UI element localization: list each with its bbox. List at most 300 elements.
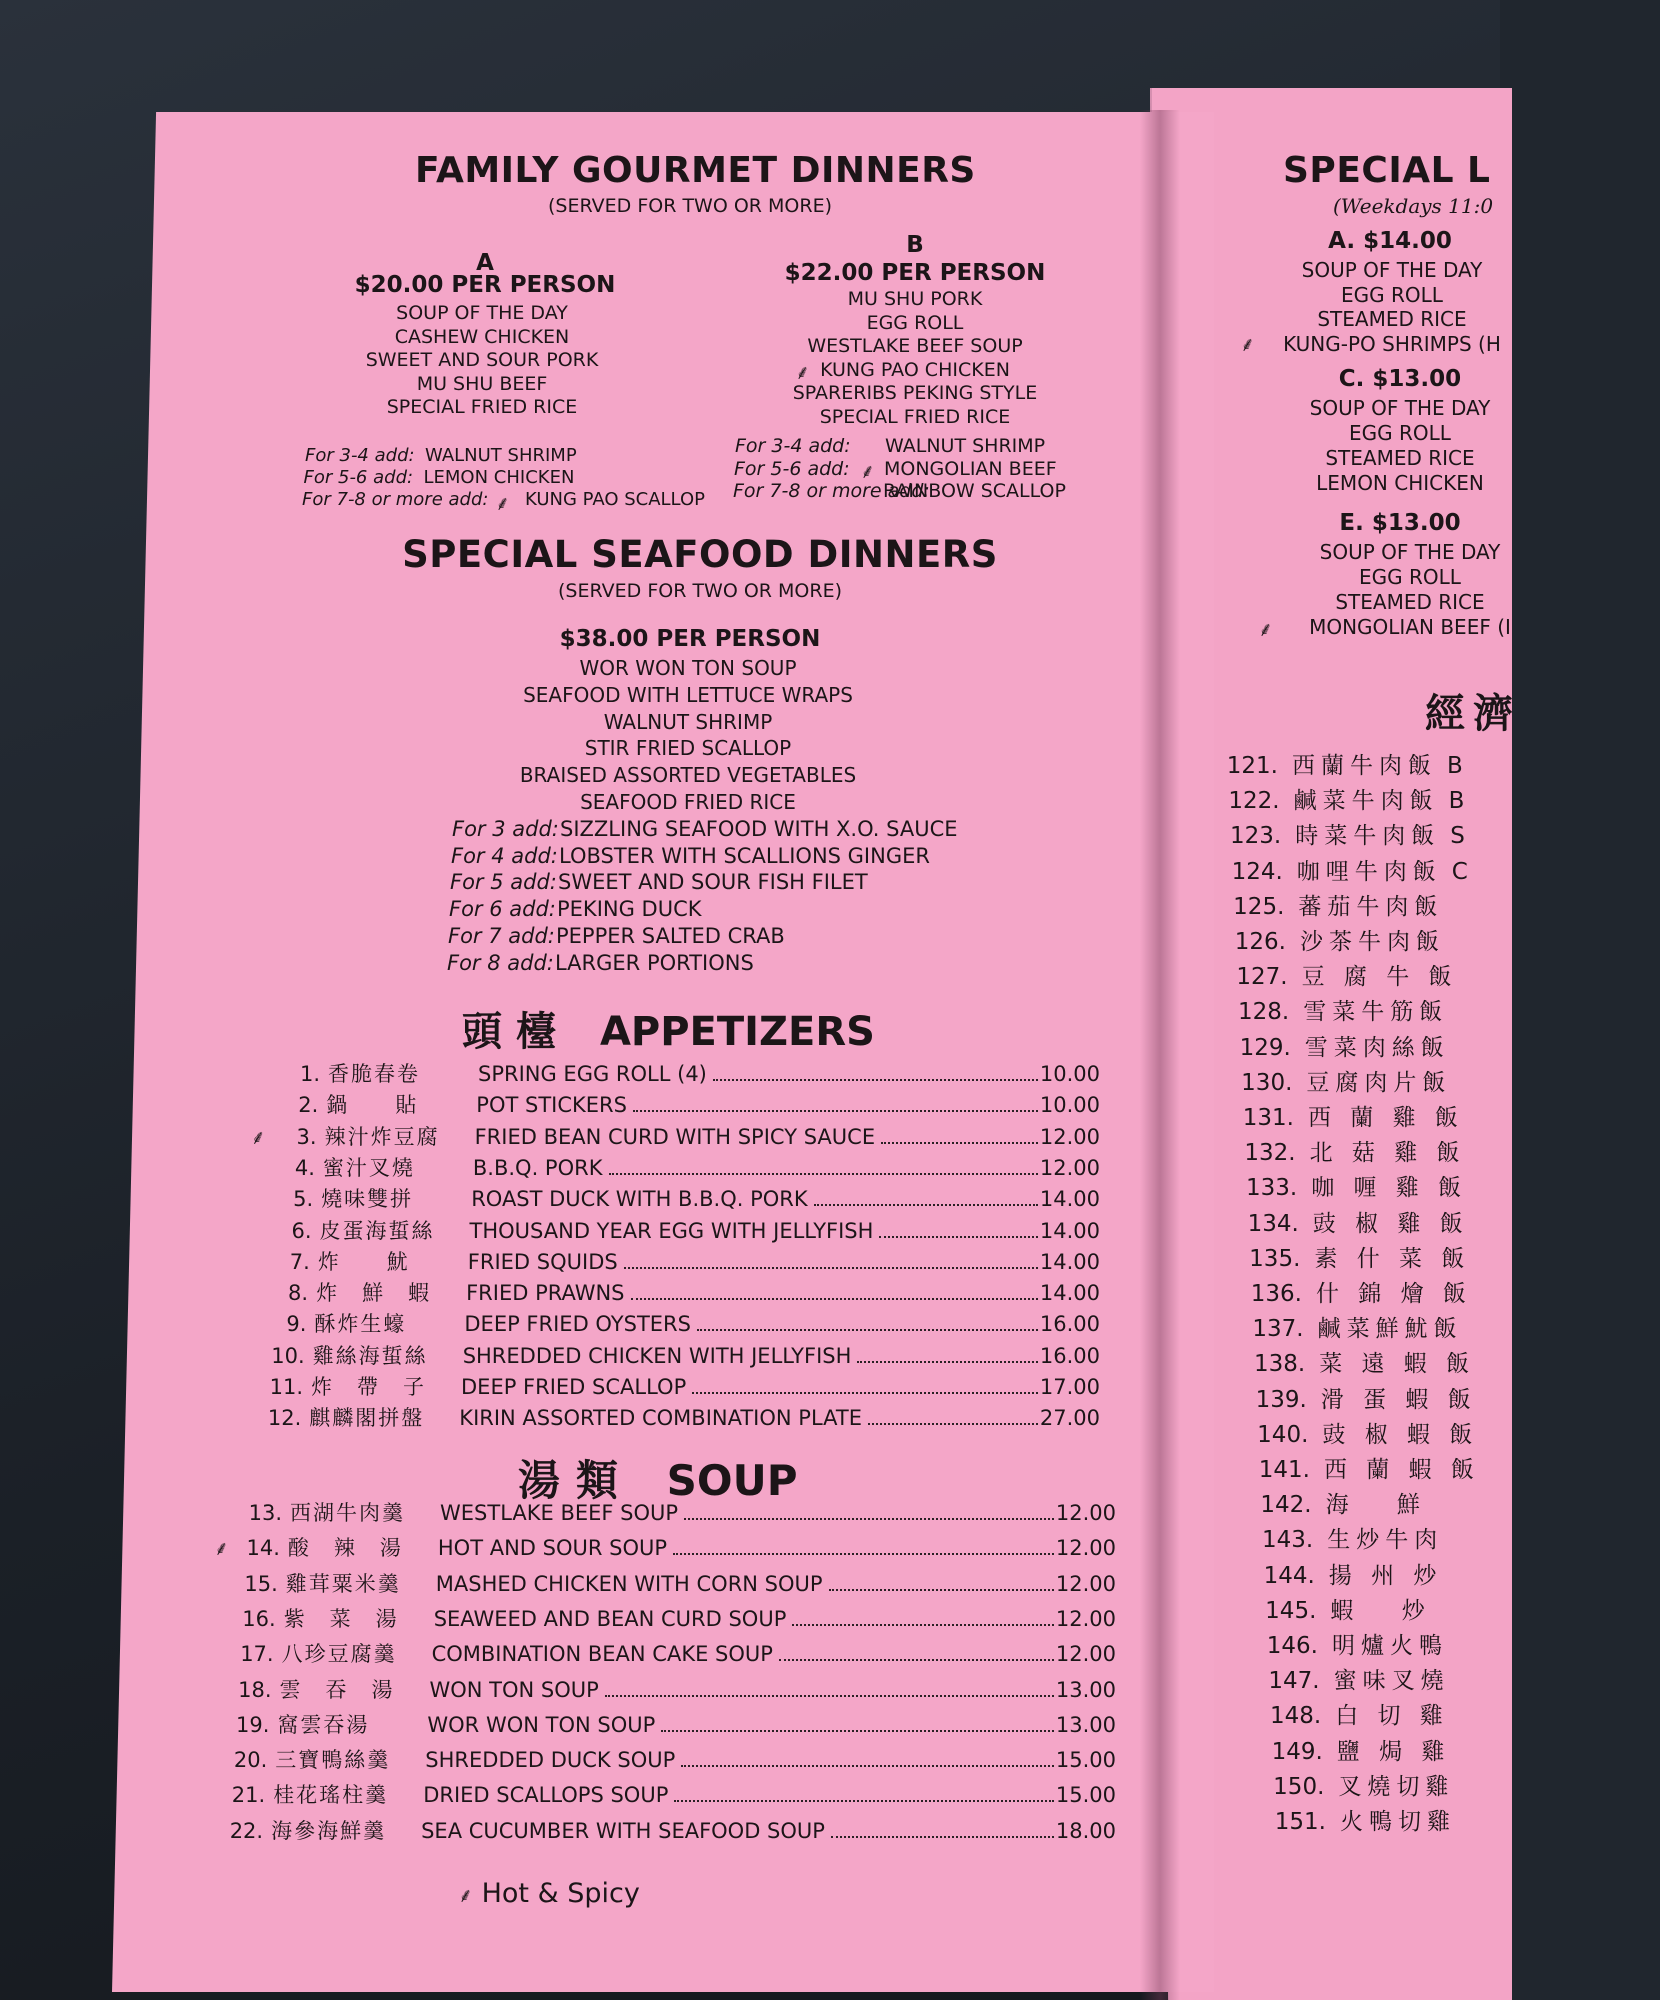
rice-name-zh: 蜜味叉燒 <box>1333 1668 1450 1695</box>
rice-name-zh: 西 蘭 雞 飯 <box>1308 1105 1464 1131</box>
rice-name-zh: 蕃茄牛肉飯 <box>1298 893 1444 920</box>
rice-row <box>1236 1592 1440 1625</box>
right-e-item: EGG ROLL <box>1359 565 1461 589</box>
appetizer-leader-dots <box>624 1267 1038 1269</box>
appetizer-price: 12.00 <box>1039 1124 1100 1149</box>
soup-price: 12.00 <box>1055 1642 1116 1667</box>
appetizer-number: 8. <box>288 1281 309 1306</box>
rice-name-zh: 雪菜牛筋飯 <box>1303 999 1449 1026</box>
soup-row <box>218 1532 1116 1562</box>
rice-name-zh: 北 菇 雞 飯 <box>1309 1140 1466 1167</box>
seafood-add-item: LOBSTER WITH SCALLIONS GINGER <box>559 843 930 868</box>
appetizer-leader-dots <box>609 1173 1038 1175</box>
soup-number: 18. <box>238 1677 272 1702</box>
chili-pepper-icon: ⸙ <box>458 1883 473 1907</box>
rice-name-zh: 咖哩牛肉飯 <box>1296 858 1442 885</box>
family-a-price: $20.00 PER PERSON <box>354 272 616 298</box>
appetizer-name-zh: 香脆春卷 <box>328 1062 420 1086</box>
right-c-item: EGG ROLL <box>1349 421 1451 445</box>
soup-name-en: MASHED CHICKEN WITH CORN SOUP <box>435 1571 823 1596</box>
rice-row <box>1204 888 1453 921</box>
soup-name-en: WESTLAKE BEEF SOUP <box>440 1501 679 1525</box>
seafood-dinners-title: SPECIAL SEAFOOD DINNERS <box>402 533 998 576</box>
appetizer-name-en: KIRIN ASSORTED COMBINATION PLATE <box>459 1406 862 1431</box>
rice-number: 124. <box>1231 858 1283 885</box>
soup-name-zh: 雞茸粟米羹 <box>285 1571 401 1596</box>
soup-number: 14. <box>246 1536 280 1561</box>
chili-pepper-icon: ⸙ <box>495 491 510 515</box>
appetizer-row <box>250 1215 1101 1245</box>
rice-row <box>1208 958 1468 991</box>
appetizer-number: 12. <box>267 1406 302 1431</box>
rice-row <box>1224 1310 1473 1343</box>
soup-price: 18.00 <box>1055 1818 1116 1843</box>
appetizer-row <box>256 1089 1100 1119</box>
appetizer-price: 12.00 <box>1039 1155 1100 1180</box>
rice-row <box>1232 1486 1436 1519</box>
appetizer-row <box>251 1183 1100 1213</box>
appetizer-name-zh: 炸 鮮 蝦 <box>316 1281 432 1306</box>
soup-row <box>212 1638 1116 1668</box>
appetizers-title-en: APPETIZERS <box>599 1009 875 1055</box>
rice-name-zh: 生炒牛肉 <box>1327 1527 1444 1554</box>
right-c-item: STEAMED RICE <box>1325 446 1475 470</box>
soup-number: 17. <box>240 1642 274 1667</box>
right-c-price: C. $13.00 <box>1338 366 1462 392</box>
soup-number: 21. <box>231 1783 266 1808</box>
appetizer-leader-dots <box>697 1329 1038 1331</box>
seafood-add-label: For 4 add: <box>451 843 558 868</box>
rice-row <box>1219 1205 1479 1238</box>
rice-number: 150. <box>1273 1773 1325 1800</box>
rice-row <box>1240 1662 1460 1695</box>
right-e-item: SOUP OF THE DAY <box>1319 540 1501 564</box>
appetizer-row <box>243 1340 1100 1370</box>
rice-name-en: C <box>1451 858 1468 885</box>
family-a-add-label: For 7-8 or more add: <box>302 489 489 510</box>
soup-leader-dots <box>792 1624 1053 1626</box>
appetizer-name-zh: 皮蛋海蜇絲 <box>319 1218 435 1243</box>
soup-row <box>214 1603 1116 1633</box>
soup-name-zh: 八珍豆腐羹 <box>281 1642 397 1667</box>
seafood-add-item: LARGER PORTIONS <box>555 950 754 975</box>
appetizer-price: 27.00 <box>1039 1406 1100 1431</box>
soup-price: 12.00 <box>1055 1606 1116 1631</box>
appetizer-name-zh: 炸 魷 <box>317 1249 410 1274</box>
appetizer-row <box>241 1371 1100 1401</box>
rice-number: 123. <box>1229 823 1282 850</box>
soup-leader-dots <box>831 1836 1054 1838</box>
rice-number: 130. <box>1241 1069 1293 1096</box>
rice-name-zh: 豉 椒 雞 飯 <box>1312 1210 1469 1237</box>
spicy-legend <box>458 1878 640 1909</box>
rice-name-zh: 滑 蛋 蝦 飯 <box>1320 1386 1477 1413</box>
family-dinners-subtitle: (SERVED FOR TWO OR MORE) <box>548 195 832 217</box>
soup-name-zh: 雲 吞 湯 <box>279 1677 395 1702</box>
appetizers-title-zh: 頭檯 <box>462 1008 570 1055</box>
seafood-dinners-subtitle: (SERVED FOR TWO OR MORE) <box>558 580 842 602</box>
seafood-add-item: PEPPER SALTED CRAB <box>556 923 785 948</box>
soup-row <box>216 1568 1116 1598</box>
soup-number: 13. <box>248 1501 282 1525</box>
rice-name-zh: 豆腐肉片飯 <box>1306 1069 1452 1096</box>
family-b-add-item: RAINBOW SCALLOP <box>883 480 1066 502</box>
soup-leader-dots <box>661 1730 1054 1732</box>
rice-name-en: B <box>1448 788 1465 815</box>
appetizer-leader-dots <box>879 1236 1037 1238</box>
soup-price: 15.00 <box>1055 1783 1116 1808</box>
rice-number: 139. <box>1255 1386 1307 1413</box>
family-b-add-item: MONGOLIAN BEEF <box>884 457 1057 480</box>
family-a-add-label: For 3-4 add: <box>305 445 415 466</box>
right-section-zh: 經濟 <box>1425 690 1521 737</box>
right-a-price: A. $14.00 <box>1328 228 1452 254</box>
soup-row <box>201 1815 1116 1845</box>
family-dinners-title: FAMILY GOURMET DINNERS <box>415 150 976 191</box>
family-b-item: MU SHU PORK <box>847 288 983 310</box>
rice-number: 149. <box>1271 1738 1323 1765</box>
rice-row <box>1206 923 1455 956</box>
family-b-letter: B <box>906 232 924 258</box>
family-a-add-item: KUNG PAO SCALLOP <box>525 489 705 510</box>
rice-row <box>1233 1521 1453 1554</box>
right-c-item: LEMON CHICKEN <box>1316 471 1484 495</box>
rice-number: 142. <box>1260 1492 1312 1519</box>
appetizer-number: 9. <box>286 1312 307 1337</box>
right-title: SPECIAL L <box>1283 150 1491 191</box>
rice-number: 132. <box>1244 1140 1296 1167</box>
rice-number: 136. <box>1250 1281 1302 1307</box>
soup-price: 13.00 <box>1055 1712 1116 1737</box>
appetizer-number: 2. <box>298 1093 319 1118</box>
family-a-item: SPECIAL FRIED RICE <box>386 396 578 418</box>
rice-row <box>1198 747 1463 780</box>
rice-row <box>1214 1099 1474 1132</box>
right-e-item: MONGOLIAN BEEF (I <box>1309 615 1511 639</box>
appetizer-number: 11. <box>269 1375 303 1399</box>
soup-number: 16. <box>242 1606 276 1631</box>
soup-number: 15. <box>244 1571 278 1596</box>
seafood-add-item: SIZZLING SEAFOOD WITH X.O. SAUCE <box>560 817 958 841</box>
rice-row <box>1212 1064 1461 1097</box>
appetizer-leader-dots <box>692 1392 1038 1394</box>
rice-number: 140. <box>1257 1421 1309 1448</box>
family-b-item: EGG ROLL <box>866 311 964 334</box>
rice-name-zh: 什 錦 燴 飯 <box>1316 1281 1472 1307</box>
soup-name-en: HOT AND SOUR SOUP <box>437 1536 668 1561</box>
appetizer-name-zh: 鍋 貼 <box>326 1093 419 1118</box>
rice-name-zh: 豉 椒 蝦 飯 <box>1322 1421 1479 1448</box>
rice-number: 148. <box>1269 1703 1322 1730</box>
rice-number: 133. <box>1245 1175 1298 1202</box>
rice-row <box>1201 817 1465 850</box>
soup-number: 22. <box>229 1818 264 1843</box>
rice-name-en: S <box>1450 823 1465 850</box>
appetizer-leader-dots <box>713 1079 1038 1081</box>
rice-number: 147. <box>1268 1668 1320 1695</box>
soup-name-zh: 窩雲吞湯 <box>277 1712 370 1737</box>
rice-row <box>1235 1557 1453 1590</box>
family-a-item: SWEET AND SOUR PORK <box>365 349 599 371</box>
soup-leader-dots <box>605 1695 1054 1697</box>
soup-leader-dots <box>829 1589 1054 1591</box>
rice-number: 143. <box>1261 1527 1314 1554</box>
rice-row <box>1200 782 1465 815</box>
appetizer-name-zh: 酥炸生蠔 <box>314 1312 407 1337</box>
appetizer-price: 17.00 <box>1039 1375 1100 1399</box>
seafood-item: SEAFOOD WITH LETTUCE WRAPS <box>523 682 853 707</box>
seafood-item: WALNUT SHRIMP <box>603 709 773 734</box>
rice-number: 141. <box>1258 1457 1310 1483</box>
appetizer-price: 14.00 <box>1039 1187 1100 1212</box>
appetizer-price: 14.00 <box>1039 1249 1100 1274</box>
rice-name-zh: 沙茶牛肉飯 <box>1300 929 1445 955</box>
family-a-item: SOUP OF THE DAY <box>396 302 568 324</box>
rice-row <box>1244 1768 1464 1801</box>
appetizer-number: 10. <box>271 1343 305 1368</box>
rice-number: 127. <box>1236 964 1288 991</box>
appetizer-row <box>258 1058 1100 1088</box>
rice-number: 125. <box>1233 893 1285 920</box>
soup-name-zh: 西湖牛肉羹 <box>290 1501 405 1525</box>
appetizer-leader-dots <box>857 1361 1037 1363</box>
family-b-add-label: For 7-8 or more add: <box>733 480 930 502</box>
soup-name-en: WON TON SOUP <box>429 1677 599 1702</box>
soup-leader-dots <box>684 1518 1054 1520</box>
rice-name-zh: 火鴨切雞 <box>1340 1809 1456 1835</box>
family-b-add-label: For 3-4 add: <box>735 435 851 457</box>
rice-name-zh: 素 什 菜 飯 <box>1314 1245 1471 1272</box>
appetizers-heading <box>462 1000 875 1057</box>
appetizer-number: 3. <box>296 1124 317 1149</box>
seafood-add-item: PEKING DUCK <box>557 897 702 922</box>
rice-name-zh: 海 鮮 <box>1325 1492 1426 1519</box>
soup-price: 12.00 <box>1055 1501 1116 1525</box>
rice-name-zh: 明爐火鴨 <box>1332 1633 1448 1659</box>
family-b-item: WESTLAKE BEEF SOUP <box>807 335 1023 357</box>
soup-price: 12.00 <box>1055 1571 1116 1596</box>
soup-name-zh: 桂花瑤柱羹 <box>273 1783 389 1808</box>
rice-number: 122. <box>1228 788 1280 815</box>
appetizer-name-en: B.B.Q. PORK <box>472 1155 603 1180</box>
seafood-price: $38.00 PER PERSON <box>559 626 821 652</box>
family-b-item: KUNG PAO CHICKEN <box>820 358 1010 381</box>
appetizer-name-en: DEEP FRIED SCALLOP <box>461 1375 687 1399</box>
appetizer-leader-dots <box>631 1298 1038 1300</box>
appetizer-number: 7. <box>289 1249 310 1274</box>
rice-number: 129. <box>1239 1034 1291 1061</box>
rice-number: 121. <box>1226 753 1278 779</box>
family-b-add-item: WALNUT SHRIMP <box>885 435 1046 457</box>
soup-name-zh: 酸 辣 湯 <box>287 1536 403 1561</box>
seafood-item: SEAFOOD FRIED RICE <box>580 790 796 814</box>
appetizer-row <box>248 1246 1100 1276</box>
appetizer-leader-dots <box>881 1142 1038 1144</box>
rice-number: 146. <box>1266 1633 1318 1659</box>
soup-leader-dots <box>779 1659 1054 1661</box>
soup-name-zh: 海參海鮮羹 <box>271 1818 387 1843</box>
soup-number: 20. <box>233 1748 268 1773</box>
appetizer-name-en: FRIED PRAWNS <box>466 1281 625 1306</box>
chili-pepper-icon: ⸙ <box>250 1124 266 1149</box>
appetizer-row <box>244 1308 1100 1338</box>
rice-number: 145. <box>1265 1597 1317 1624</box>
family-a-add-item: WALNUT SHRIMP <box>425 445 577 466</box>
soup-name-en: WOR WON TON SOUP <box>427 1712 656 1737</box>
soup-leader-dots <box>674 1800 1054 1802</box>
appetizer-name-zh: 辣汁炸豆腐 <box>324 1124 440 1149</box>
seafood-add-item: SWEET AND SOUR FISH FILET <box>558 870 868 895</box>
appetizer-name-en: FRIED SQUIDS <box>467 1249 618 1274</box>
appetizer-name-zh: 炸 帶 子 <box>311 1375 426 1399</box>
family-b-item: SPARERIBS PEKING STYLE <box>792 382 1038 404</box>
rice-name-zh: 鹹菜牛肉飯 <box>1293 788 1439 815</box>
rice-number: 137. <box>1252 1316 1304 1343</box>
rice-number: 131. <box>1242 1105 1294 1131</box>
seafood-add-label: For 7 add: <box>448 923 555 948</box>
soup-name-zh: 三寶鴨絲羹 <box>275 1748 391 1773</box>
rice-row <box>1203 853 1468 886</box>
soup-number: 19. <box>235 1712 270 1737</box>
chili-pepper-icon: ⸙ <box>1258 617 1273 641</box>
right-e-price: E. $13.00 <box>1339 510 1461 536</box>
spicy-legend-text: Hot & Spicy <box>481 1878 640 1909</box>
rice-row <box>1211 1029 1460 1062</box>
rice-name-zh: 白 切 雞 <box>1335 1703 1449 1730</box>
rice-name-zh: 西 蘭 蝦 飯 <box>1324 1457 1480 1483</box>
right-a-item: SOUP OF THE DAY <box>1301 258 1483 282</box>
rice-number: 134. <box>1247 1210 1299 1237</box>
rice-row <box>1243 1733 1461 1766</box>
right-c-item: SOUP OF THE DAY <box>1309 396 1491 420</box>
appetizer-name-zh: 雞絲海蜇絲 <box>312 1343 428 1368</box>
rice-row <box>1209 993 1458 1026</box>
appetizer-leader-dots <box>868 1423 1038 1425</box>
family-b-item: SPECIAL FRIED RICE <box>819 405 1011 428</box>
seafood-add-label: For 3 add: <box>452 817 559 841</box>
soup-title-en: SOUP <box>666 1456 798 1505</box>
rice-row <box>1227 1381 1487 1414</box>
appetizer-leader-dots <box>814 1204 1038 1206</box>
rice-row <box>1216 1134 1476 1167</box>
appetizer-price: 16.00 <box>1039 1343 1100 1368</box>
rice-name-zh: 揚 州 炒 <box>1328 1562 1443 1589</box>
appetizer-name-zh: 麒麟閣拼盤 <box>309 1406 425 1431</box>
appetizer-row <box>255 1121 1100 1151</box>
family-a-letter: A <box>476 250 494 276</box>
rice-row <box>1241 1697 1459 1730</box>
rice-number: 151. <box>1274 1809 1326 1835</box>
soup-price: 13.00 <box>1055 1677 1116 1702</box>
seafood-add-label: For 6 add: <box>449 897 556 922</box>
rice-name-zh: 咖 喱 雞 飯 <box>1311 1175 1468 1202</box>
right-e-item: STEAMED RICE <box>1335 590 1485 614</box>
soup-row <box>203 1779 1116 1809</box>
rice-row <box>1217 1169 1477 1202</box>
appetizer-number: 6. <box>291 1218 312 1243</box>
soup-leader-dots <box>681 1765 1054 1767</box>
right-subtitle: (Weekdays 11:0 <box>1333 194 1494 218</box>
rice-name-zh: 叉燒切雞 <box>1338 1773 1455 1800</box>
family-a-add-label: For 5-6 add: <box>303 467 414 488</box>
appetizer-row <box>246 1277 1100 1307</box>
appetizer-price: 14.00 <box>1039 1281 1100 1306</box>
family-a-add-item: LEMON CHICKEN <box>423 467 575 488</box>
rice-name-zh: 豆 腐 牛 飯 <box>1301 964 1458 991</box>
appetizer-name-en: ROAST DUCK WITH B.B.Q. PORK <box>471 1187 808 1212</box>
appetizer-name-zh: 燒味雙拼 <box>321 1187 414 1212</box>
appetizer-price: 10.00 <box>1039 1062 1100 1086</box>
soup-price: 15.00 <box>1055 1748 1116 1773</box>
rice-number: 126. <box>1234 929 1286 955</box>
appetizer-number: 1. <box>299 1062 320 1086</box>
appetizer-number: 4. <box>294 1155 315 1180</box>
rice-name-zh: 鹹菜鮮魷飯 <box>1317 1316 1463 1343</box>
rice-row <box>1220 1240 1480 1273</box>
appetizer-price: 10.00 <box>1039 1093 1100 1118</box>
right-a-item: EGG ROLL <box>1341 282 1443 307</box>
rice-row <box>1230 1451 1490 1484</box>
right-a-item: STEAMED RICE <box>1317 307 1467 331</box>
family-b-price: $22.00 PER PERSON <box>784 260 1046 286</box>
rice-name-en: B <box>1447 753 1463 779</box>
appetizer-row <box>253 1152 1100 1182</box>
appetizer-name-en: FRIED BEAN CURD WITH SPICY SAUCE <box>474 1124 876 1149</box>
soup-name-en: DRIED SCALLOPS SOUP <box>423 1783 669 1808</box>
appetizer-name-en: POT STICKERS <box>476 1093 627 1118</box>
seafood-add-label: For 5 add: <box>450 870 557 895</box>
rice-name-zh: 西蘭牛肉飯 <box>1292 753 1437 779</box>
rice-number: 144. <box>1263 1562 1315 1589</box>
rice-name-zh: 鹽 焗 雞 <box>1336 1738 1451 1765</box>
chili-pepper-icon: ⸙ <box>213 1536 229 1561</box>
appetizer-number: 5. <box>293 1187 314 1212</box>
soup-row <box>210 1674 1117 1704</box>
family-b-add-label: For 5-6 add: <box>734 457 850 480</box>
appetizer-name-en: THOUSAND YEAR EGG WITH JELLYFISH <box>469 1218 874 1243</box>
appetizer-price: 14.00 <box>1039 1218 1100 1243</box>
soup-name-en: SHREDDED DUCK SOUP <box>425 1748 676 1773</box>
rice-name-zh: 蝦 炒 <box>1330 1597 1431 1624</box>
seafood-item: WOR WON TON SOUP <box>579 656 797 680</box>
appetizer-name-en: SPRING EGG ROLL (4) <box>478 1062 707 1086</box>
chili-pepper-icon: ⸙ <box>860 459 875 483</box>
rice-name-zh: 時菜牛肉飯 <box>1295 823 1441 850</box>
rice-row <box>1238 1627 1458 1660</box>
soup-name-zh: 紫 菜 湯 <box>283 1606 399 1631</box>
rice-number: 138. <box>1253 1351 1306 1378</box>
seafood-item: BRAISED ASSORTED VEGETABLES <box>519 763 857 788</box>
soup-row <box>205 1744 1116 1774</box>
soup-name-en: SEA CUCUMBER WITH SEAFOOD SOUP <box>421 1818 825 1843</box>
appetizer-row <box>239 1402 1100 1432</box>
family-a-item: MU SHU BEEF <box>416 372 548 395</box>
chili-pepper-icon: ⸙ <box>795 360 810 384</box>
seafood-add-label: For 8 add: <box>447 950 554 975</box>
family-a-item: CASHEW CHICKEN <box>394 325 570 348</box>
rice-name-zh: 菜 遠 蝦 飯 <box>1319 1351 1476 1378</box>
soup-row <box>207 1709 1116 1739</box>
soup-name-en: SEAWEED AND BEAN CURD SOUP <box>433 1606 787 1631</box>
rice-row <box>1222 1275 1482 1308</box>
soup-price: 12.00 <box>1055 1536 1116 1561</box>
soup-name-en: COMBINATION BEAN CAKE SOUP <box>431 1642 773 1667</box>
rice-row <box>1225 1345 1485 1378</box>
chili-pepper-icon: ⸙ <box>1240 332 1255 356</box>
seafood-item: STIR FRIED SCALLOP <box>584 736 792 761</box>
rice-row <box>1228 1416 1488 1449</box>
appetizer-leader-dots <box>633 1110 1038 1112</box>
